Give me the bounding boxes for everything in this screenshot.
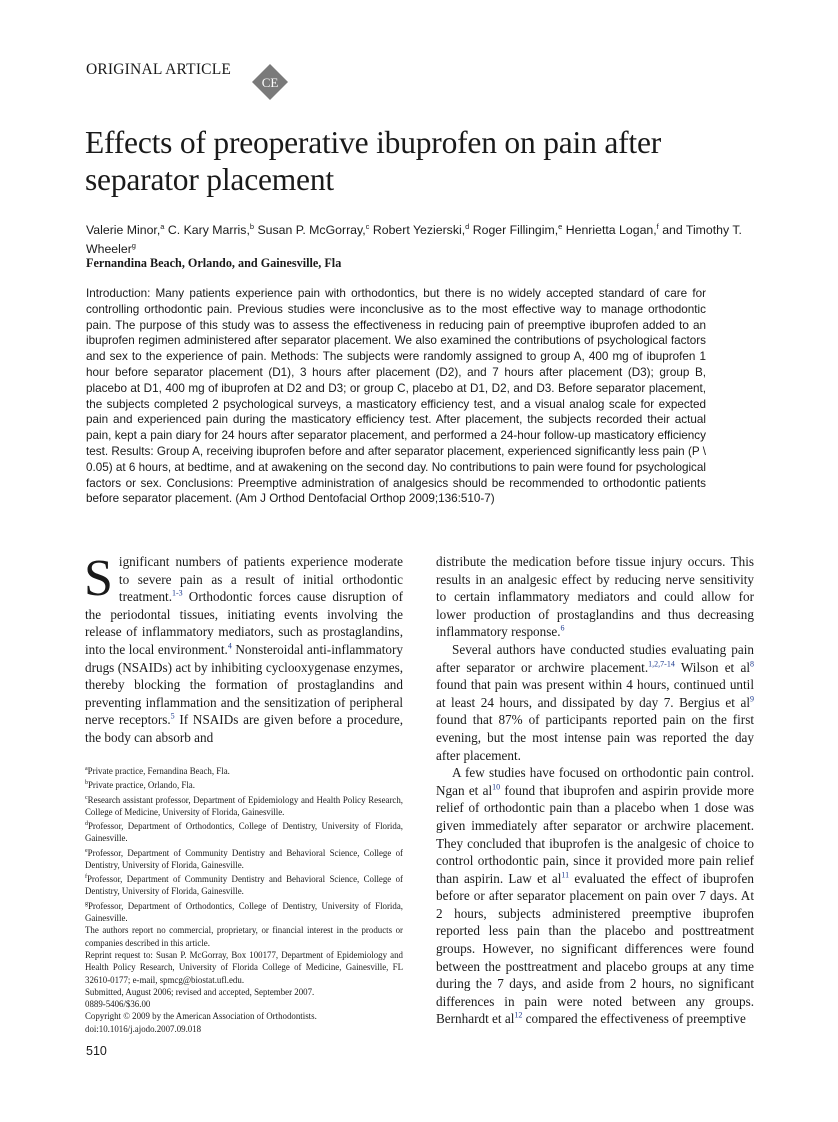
affiliation-marker: d [465, 222, 470, 231]
affiliation-footnote: $^a$Private practice, Fernandina Beach, Fla. [85, 765, 230, 776]
citation-link[interactable]: 12 [514, 1011, 523, 1021]
affiliation-footnote: $^b$Private practice, Orlando, Fla. [85, 780, 195, 791]
affiliation-marker: c [365, 222, 370, 231]
affiliation-marker: f [656, 222, 659, 231]
ce-badge-text: CE [261, 75, 279, 90]
author-name: Robert Yezierski, [372, 223, 466, 238]
citation-link[interactable]: 10 [492, 782, 501, 792]
affiliation-marker: g [131, 241, 136, 251]
footnotes [85, 763, 403, 1035]
citation-link[interactable]: 9 [750, 694, 754, 704]
affiliation-footnote: $^c$Research assistant professor, Department of Epidemiology and Health Policy Research, College of Medicine, University of Florida, Gainesville. [85, 794, 403, 817]
affiliation-footnote: $^e$Professor, Department of Community Dentistry and Behavioral Science, College of Dentistry, University of Florida, Gainesville. [85, 847, 403, 870]
author-name: and Timothy T. Wheeler [86, 223, 742, 257]
author-name: Valerie Minor, [86, 223, 161, 238]
author-name: Henrietta Logan, [565, 223, 657, 238]
affiliation-list [85, 763, 403, 924]
affiliation-footnote: $^g$Professor, Department of Orthodontics, College of Dentistry, University of Florida, Gainesville. [85, 900, 403, 924]
citation-link[interactable]: 8 [750, 659, 754, 669]
section-label: ORIGINAL ARTICLE [86, 61, 232, 78]
affiliation-footnote: $^d$Professor, Department of Orthodontics, College of Dentistry, University of Florida, Gainesville. [85, 821, 403, 844]
author-list [86, 219, 766, 257]
paragraph-studies: Several authors have conducted studies evaluating pain after separator or archwire placement.$^{1,2,7-14}$ Wilson et $al^8$ found that pain was present within 4 hours, continued until at least 24 hours, and dissipated by day 7. Bergius et $al^9$ found that 87% of participants reported pain on the first evening, but the most intense pain was reported the day after placement. [436, 641, 754, 763]
affiliation-marker: b [249, 222, 255, 231]
drop-cap: S [84, 550, 113, 607]
citation-link[interactable]: 5 [170, 711, 175, 721]
author-name: C. Kary Marris, [167, 223, 250, 238]
affiliation-marker: a [160, 222, 165, 231]
page-number: 510 [86, 1044, 107, 1058]
affiliation-marker: e [558, 222, 563, 231]
citation-link[interactable]: 1-3 [172, 588, 183, 598]
issn: 0889-5406/$36.00 [85, 999, 151, 1010]
doi-link[interactable]: doi:10.1016/j.ajodo.2007.09.018 [85, 1023, 202, 1034]
citation-link[interactable]: 11 [561, 870, 570, 880]
ce-badge-icon [251, 63, 289, 101]
paragraph-pain-control: A few studies have focused on orthodontic pain control. Ngan et $al^{10}$ found that ibuprofen and aspirin provide more relief of orthodontic pain than a placebo when 1 dose was given immediately after separator or archwire placement. They concluded that ibuprofen is the analgesic of choice to control orthodontic pain, since it provided more pain relief than aspirin. Law et $al^{11}$ evaluated the effect of ibuprofen before or after separator placement on pain over 7 days. At 2 hours, subjects administered preemptive ibuprofen reported less pain than the placebo and posttreatment groups. However, no significant differences were found between the posttreatment and placebo groups at any time during the 7 days, and aside from 2 hours, no significant differences in pain were noted between any groups. Bernhardt et $al^{12}$ compared the effectiveness of preemptive [436, 765, 754, 1027]
author-name: Roger Fillingim, [472, 223, 559, 238]
citation-link[interactable]: 6 [560, 623, 565, 633]
citation-link[interactable]: 4 [227, 641, 232, 651]
abstract: Introduction: Many patients experience pain with orthodontics, but there is no widely accepted standard of care for controlling orthodontic pain. Previous studies were inconclusive as to the most effective way to manage orthodontic pain. The purpose of this study was to assess the effectiveness in reducing pain of preemptive ibuprofen added to an ibuprofen regimen administered after separator placement. We also examined the contributions of psychological factors and sex to the experience of pain. Methods: The subjects were randomly assigned to group A, 400 mg of ibuprofen 1 hour before separator placement (D1), 3 hours after placement (D2), and 7 hours after placement (D3); group B, placebo at D1, 400 mg of ibuprofen at D2 and D3; or group C, placebo at D1, D2, and D3. Before separator placement, the subjects completed 2 psychological surveys, a masticatory efficiency test, and a visual analog scale for expected pain and experienced pain during the masticatory efficiency test. After placement, the subjects recorded their actual pain, kept a pain diary for 24 hours after separator placement, and performed a 24-hour follow-up masticatory efficiency test. Results: Group A, receiving ibuprofen before and after separator placement, experienced significantly less pain (P \ 0.05) at 6 hours, at bedtime, and at awakening on the second day. No contributions to pain were found for psychological factors or sex. Conclusions: Preemptive administration of analgesics should be recommended to orthodontic patients before separator placement. (Am J Orthod Dentofacial Orthop 2009;136:510-7) [86, 287, 706, 506]
author-name: Susan P. McGorray, [257, 223, 366, 238]
body-column-left [84, 550, 403, 747]
disclosure-note: The authors report no commercial, proprietary, or financial interest in the products or companies described in this article. [85, 925, 403, 948]
author-locations: Fernandina Beach, Orlando, and Gainesville, Fla [86, 256, 342, 270]
email-link[interactable]: spmcg@biostat.ufl.edu [159, 974, 242, 985]
body-column-right [436, 553, 754, 1028]
submission-dates: Submitted, August 2006; revised and accepted, September 2007. [85, 986, 315, 997]
article-title: Effects of preoperative ibuprofen on pain after separator placement [85, 125, 662, 197]
reprint-request: Reprint request to: Susan P. McGorray, Box 100177, Department of Epidemiology and Health Policy Research, University of Florida College of Medicine, Gainesville, FL 32610-0177; e-mail, spmcg@biostat.ufl.edu. [85, 949, 403, 985]
paragraph-intro: Significant numbers of patients experience moderate to severe pain as a result of initial orthodontic treatment.$^{1-3}$ Orthodontic forces cause disruption of the periodontal tissues, initiating events involving the release of inflammatory mediators, such as prostaglandins, into the local environment.$^4$ Nonsteroidal anti-inflammatory drugs (NSAIDs) act by inhibiting cyclooxygenase enzymes, thereby blocking the formation of prostaglandins and preventing inflammation and the sensitization of peripheral nerve receptors.$^5$ If NSAIDs are given before a procedure, the body can absorb and [84, 550, 403, 745]
paragraph-continued: distribute the medication before tissue injury occurs. This results in an analgesic effect by reducing nerve sensitivity to certain inflammatory mediators and could allow for lower production of prostaglandins and thus decreasing inflammatory response.$^6$ [436, 554, 754, 640]
affiliation-footnote: $^f$Professor, Department of Community Dentistry and Behavioral Science, College of Dentistry, University of Florida, Gainesville. [85, 874, 403, 897]
citation-link[interactable]: 1,2,7-14 [648, 659, 675, 669]
copyright: Copyright © 2009 by the American Association of Orthodontists. [85, 1011, 317, 1022]
